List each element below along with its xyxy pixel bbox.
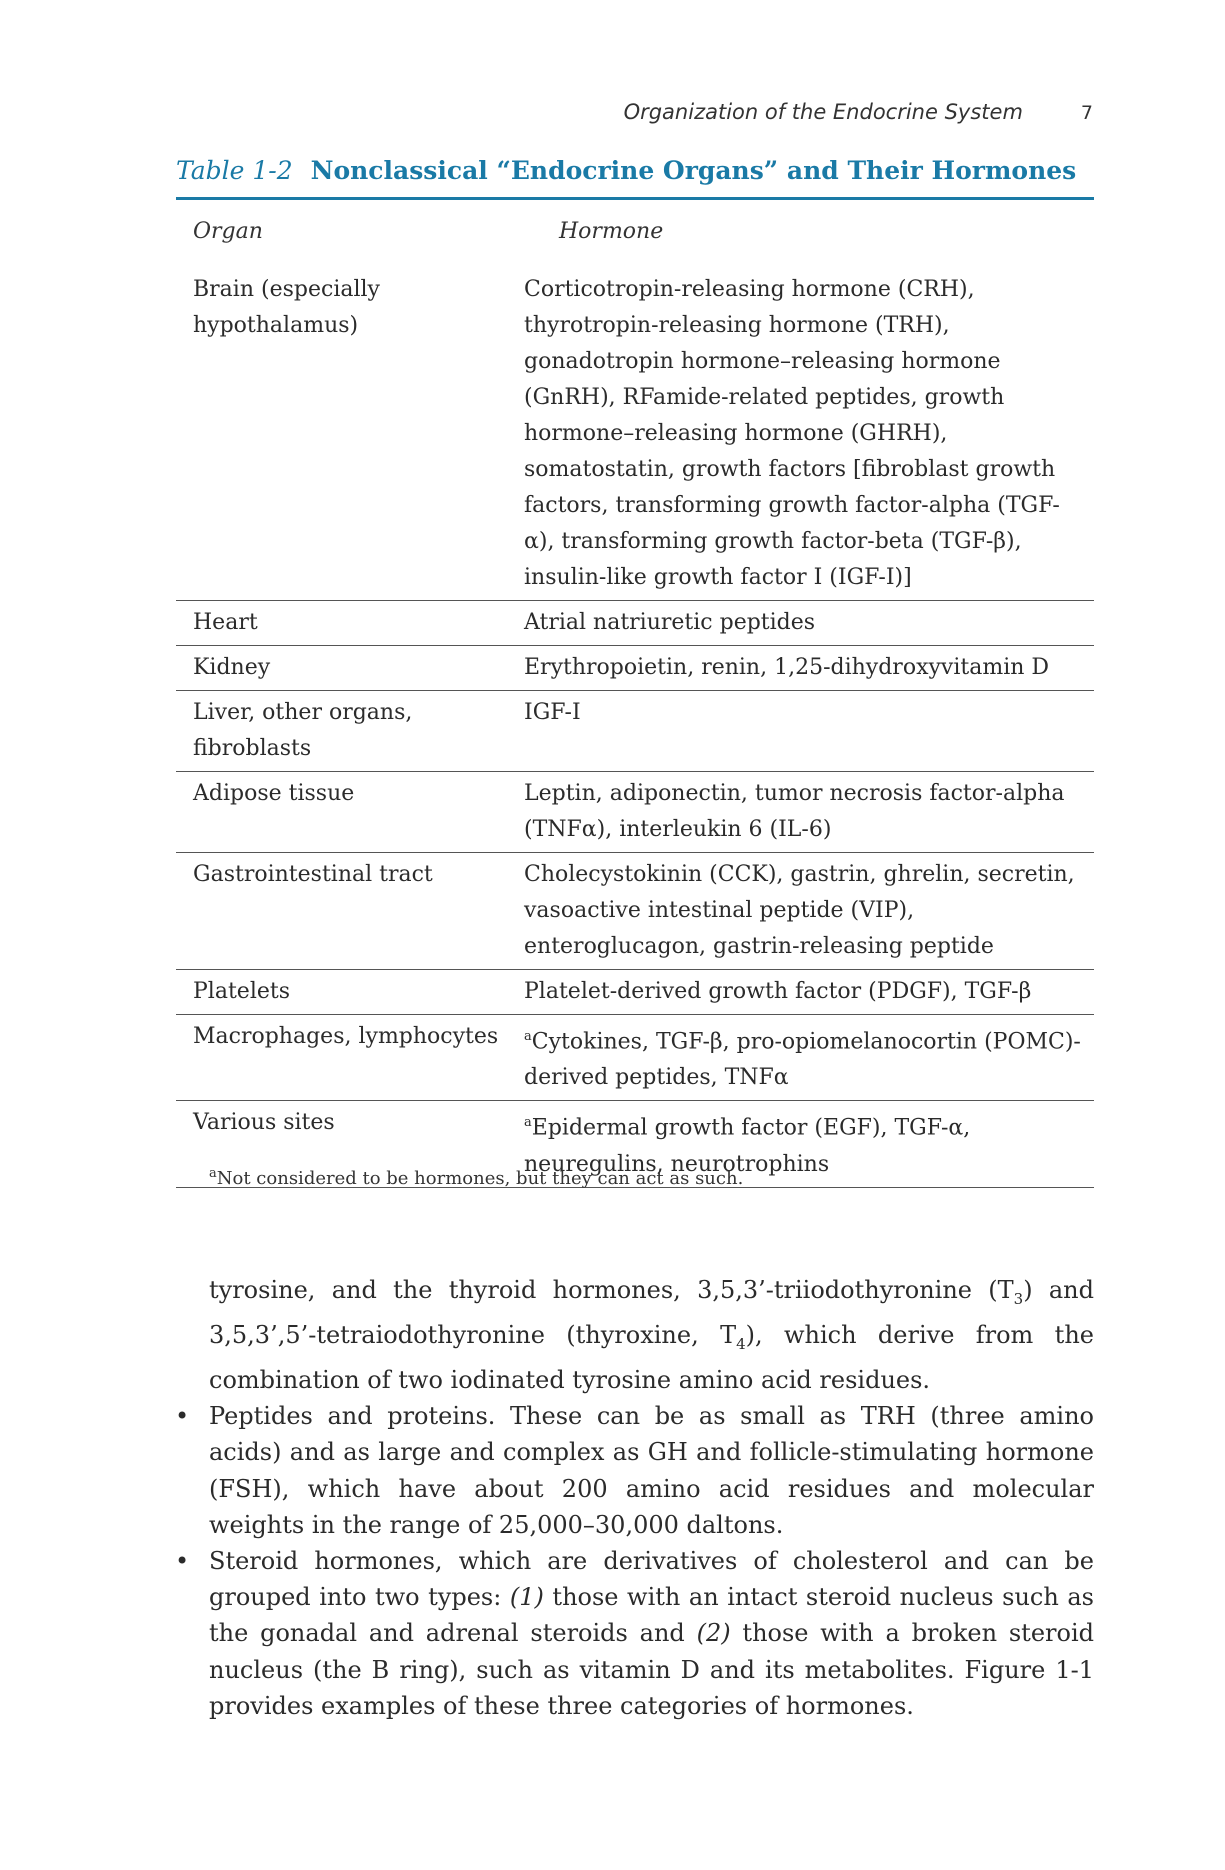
page-number: 7 bbox=[1080, 102, 1093, 124]
table-title: Nonclassical “Endocrine Organs” and Their Hormones bbox=[310, 156, 1077, 185]
emphasis: (1) bbox=[509, 1583, 544, 1612]
footnote-text: Not considered to be hormones, but they can act as such. bbox=[216, 1168, 744, 1189]
table-row bbox=[176, 970, 1094, 1015]
hormone-text: Cytokines, TGF-β, pro-opiomelanocortin (POMC)-derived peptides, TNFα bbox=[524, 1029, 1081, 1091]
text-run: Steroid hormones, which are derivatives of cholesterol and can be grouped into two types: bbox=[209, 1547, 1094, 1612]
bullet-marker: • bbox=[175, 1402, 190, 1431]
organ-cell: Heart bbox=[193, 610, 258, 635]
organ-cell: Macrophages, lymphocytes bbox=[193, 1024, 499, 1049]
emphasis: (2) bbox=[696, 1619, 731, 1648]
organ-cell: Platelets bbox=[193, 979, 291, 1004]
running-head bbox=[624, 100, 1093, 124]
footnote-marker: a bbox=[524, 1115, 532, 1131]
hormone-cell: Atrial natriuretic peptides bbox=[524, 610, 816, 635]
hormone-cell: Platelet-derived growth factor (PDGF), TGF-β bbox=[524, 979, 1032, 1004]
footnote-marker: a bbox=[524, 1029, 532, 1044]
organ-cell: Adipose tissue bbox=[193, 781, 355, 806]
hormone-text: Epidermal growth factor (EGF), TGF-α, neuregulins, neurotrophins bbox=[524, 1115, 971, 1177]
body-text bbox=[175, 1272, 1094, 1724]
bullet-marker: • bbox=[175, 1547, 190, 1576]
table-footnote bbox=[209, 1166, 743, 1189]
organ-cell: Liver, other organs, fibroblasts bbox=[193, 700, 413, 761]
paragraph bbox=[209, 1272, 1094, 1398]
subscript: 3 bbox=[1013, 1289, 1024, 1308]
hormone-cell: Leptin, adiponectin, tumor necrosis factor-alpha (TNFα), interleukin 6 (IL-6) bbox=[524, 781, 1065, 842]
footnote-marker: a bbox=[209, 1166, 217, 1181]
text-run: ) and 3,5,3’,5’-tetraiodothyronine (thyroxine, T bbox=[209, 1276, 1094, 1349]
table-caption bbox=[176, 156, 1094, 185]
table-row bbox=[176, 772, 1094, 853]
table-row bbox=[176, 601, 1094, 646]
text-run: those with a broken steroid nucleus (the B ring), such as vitamin D and its metabolites. Figure 1-1 provides examples of these three categories of hormones. bbox=[209, 1619, 1094, 1720]
table-row bbox=[176, 1015, 1094, 1101]
organ-cell: Kidney bbox=[193, 655, 271, 680]
table-row bbox=[176, 853, 1094, 970]
running-head-title: Organization of the Endocrine System bbox=[623, 100, 1023, 124]
organ-cell: Gastrointestinal tract bbox=[193, 862, 433, 887]
header-organ: Organ bbox=[193, 219, 263, 244]
hormone-cell: IGF-I bbox=[524, 700, 581, 725]
hormone-table bbox=[176, 214, 1094, 1188]
bullet-item bbox=[175, 1398, 1094, 1543]
text-run: tyrosine, and the thyroid hormones, 3,5,3’-triiodothyronine (T bbox=[209, 1276, 1014, 1304]
subscript: 4 bbox=[736, 1334, 746, 1353]
table-label: Table 1-2 bbox=[176, 156, 293, 185]
caption-rule bbox=[176, 197, 1094, 200]
bullet-item bbox=[175, 1543, 1094, 1724]
organ-cell: Brain (especially hypothalamus) bbox=[193, 277, 380, 338]
table-row bbox=[176, 270, 1094, 601]
text-run: those with an intact steroid nucleus such as the gonadal and adrenal steroids and bbox=[209, 1583, 1094, 1648]
hormone-cell: Corticotropin-releasing hormone (CRH), thyrotropin-releasing hormone (TRH), gonadotropin hormone–releasing hormone (GnRH), RFamide-related peptides, growth hormone–releasing hormone (GHRH), somatostatin, growth factors [fibroblast growth factors, transforming growth factor-alpha (TGF-α), transforming growth factor-beta (TGF-β), insulin-like growth factor I (IGF-I)] bbox=[524, 277, 1060, 590]
table-row bbox=[176, 646, 1094, 691]
hormone-cell bbox=[524, 1019, 1094, 1096]
bullet-text: Peptides and proteins. These can be as small as TRH (three amino acids) and as large and complex as GH and follicle-stimulating hormone (FSH), which have about 200 amino acid residues and molecular weights in the range of 25,000–30,000 daltons. bbox=[209, 1402, 1094, 1539]
organ-cell: Various sites bbox=[193, 1110, 335, 1136]
header-hormone: Hormone bbox=[559, 219, 664, 244]
text-run: ), which derive from the combination of two iodinated tyrosine amino acid residues. bbox=[209, 1321, 1094, 1394]
hormone-cell: Cholecystokinin (CCK), gastrin, ghrelin, secretin, vasoactive intestinal peptide (VIP), enteroglucagon, gastrin-releasing peptide bbox=[524, 862, 1075, 959]
hormone-cell: Erythropoietin, renin, 1,25-dihydroxyvitamin D bbox=[524, 655, 1050, 680]
table-header-row bbox=[176, 214, 1094, 270]
table-row bbox=[176, 691, 1094, 772]
